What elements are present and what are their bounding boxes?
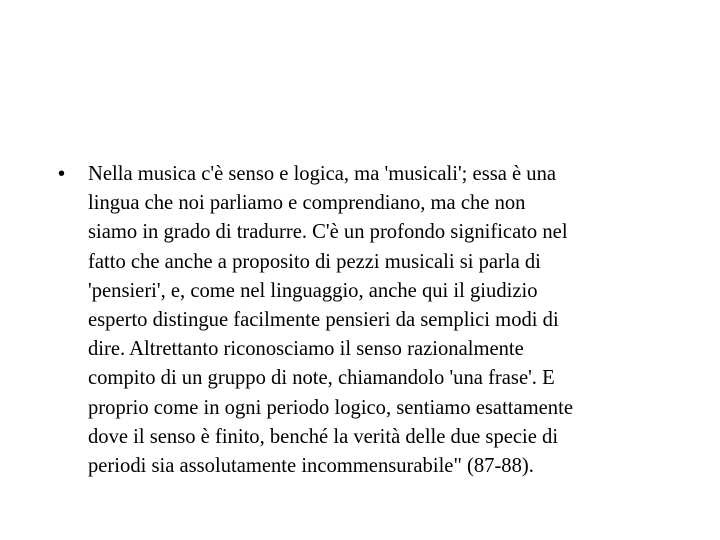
bullet-text-line: dove il senso è finito, benché la verità delle due specie di bbox=[88, 425, 559, 448]
bullet-marker: • bbox=[58, 163, 66, 185]
bullet-text-line: compito di un gruppo di note, chiamandolo 'una frase'. E bbox=[88, 367, 555, 390]
bullet-list bbox=[58, 160, 668, 481]
bullet-text-line: Nella musica c'è senso e logica, ma 'musicali'; essa è una bbox=[88, 163, 557, 185]
bullet-text-line: siamo in grado di tradurre. C'è un profondo significato nel bbox=[88, 221, 568, 244]
bullet-text-line: proprio come in ogni periodo logico, sentiamo esattamente bbox=[88, 396, 573, 419]
bullet-text-line: esperto distingue facilmente pensieri da semplici modi di bbox=[88, 309, 559, 332]
bullet-text-line: 'pensieri', e, come nel linguaggio, anche qui il giudizio bbox=[88, 279, 538, 302]
bullet-text-line: fatto che anche a proposito di pezzi musicali si parla di bbox=[88, 250, 541, 273]
bullet-text-line: dire. Altrettanto riconosciamo il senso razionalmente bbox=[88, 338, 524, 361]
bullet-item bbox=[58, 160, 668, 481]
bullet-text-line: lingua che noi parliamo e comprendiano, ma che non bbox=[88, 192, 526, 215]
bullet-text-line: periodi sia assolutamente incommensurabile" (87-88). bbox=[88, 455, 534, 478]
